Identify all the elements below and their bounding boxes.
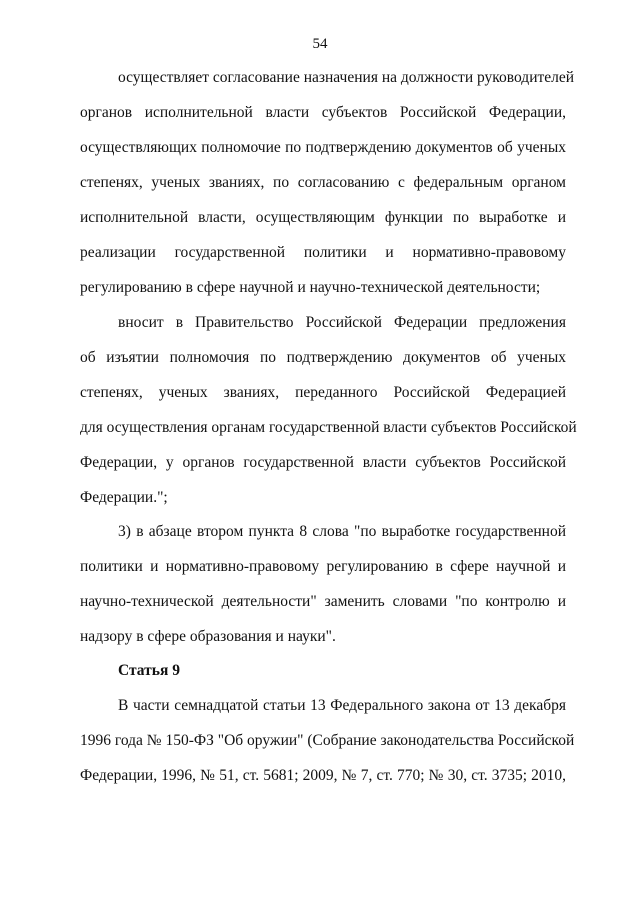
text-line: Федерации, у органов государственной власти субъектов Российской bbox=[80, 454, 566, 471]
text-line: об изъятии полномочия по подтверждению документов об ученых bbox=[80, 349, 566, 366]
text-line: 1996 года № 150-ФЗ "Об оружии" (Собрание законодательства Российской bbox=[80, 732, 575, 749]
text-line: реализации государственной политики и нормативно-правовому bbox=[80, 244, 566, 261]
article-heading: Статья 9 bbox=[118, 662, 180, 679]
text-line: вносит в Правительство Российской Федерации предложения bbox=[118, 314, 566, 331]
text-line: органов исполнительной власти субъектов Российской Федерации, bbox=[80, 104, 566, 121]
text-line: степенях, ученых званиях, по согласованию с федеральным органом bbox=[80, 174, 566, 191]
text-line: Федерации, 1996, № 51, ст. 5681; 2009, № 7, ст. 770; № 30, ст. 3735; 2010, bbox=[80, 767, 566, 784]
text-line: для осуществления органам государственной власти субъектов Российской bbox=[80, 419, 577, 436]
text-line: В части семнадцатой статьи 13 Федерального закона от 13 декабря bbox=[118, 697, 566, 714]
text-line: 3) в абзаце втором пункта 8 слова "по выработке государственной bbox=[118, 523, 566, 540]
text-line: регулированию в сфере научной и научно-технической деятельности; bbox=[80, 279, 541, 296]
text-line: политики и нормативно-правовому регулированию в сфере научной и bbox=[80, 558, 566, 575]
page-number: 54 bbox=[312, 36, 328, 52]
text-line: надзору в сфере образования и науки". bbox=[80, 628, 336, 645]
text-line: научно-технической деятельности" заменить словами "по контролю и bbox=[80, 593, 566, 610]
text-line: степенях, ученых званиях, переданного Российской Федерацией bbox=[80, 384, 566, 401]
text-line: осуществляет согласование назначения на должности руководителей bbox=[118, 69, 575, 86]
text-line: осуществляющих полномочие по подтверждению документов об ученых bbox=[80, 139, 566, 156]
text-line: Федерации."; bbox=[80, 489, 168, 506]
text-line: исполнительной власти, осуществляющим функции по выработке и bbox=[80, 209, 566, 226]
